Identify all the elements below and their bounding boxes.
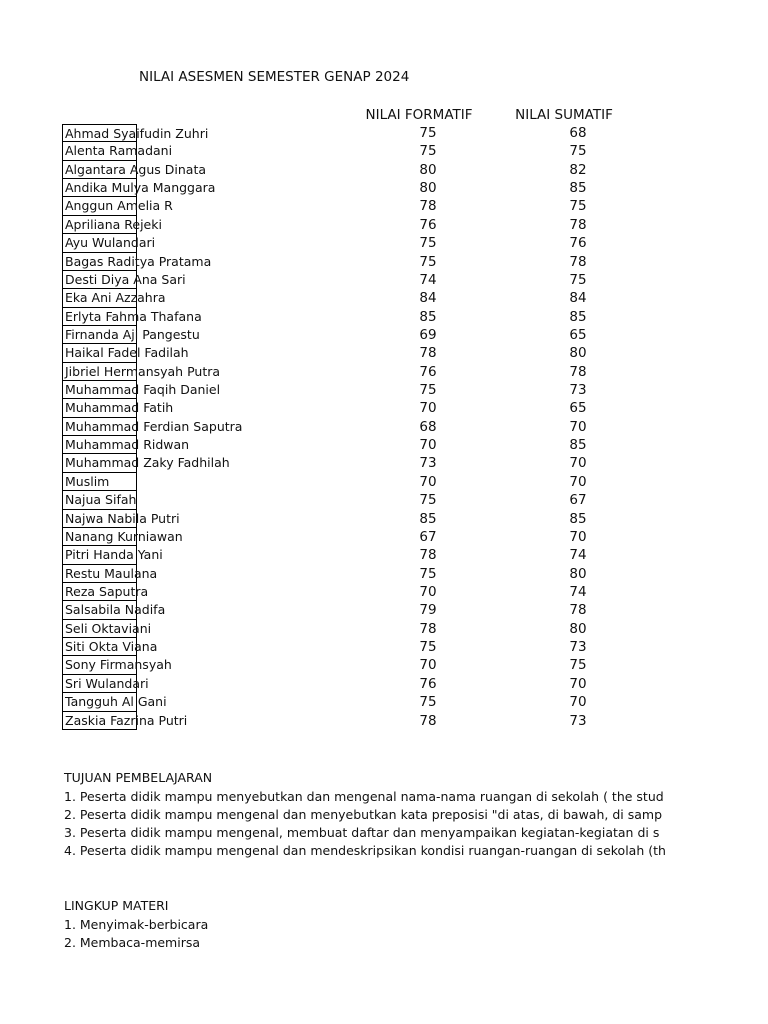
nilai-sumatif-cell: 75 [569,198,587,215]
nilai-formatif-cell: 75 [419,143,437,160]
lingkup-item-2: 2. Membaca-memirsa [64,935,201,950]
nilai-sumatif-cell: 73 [569,382,587,399]
table-row [0,179,768,197]
lingkup-heading: LINGKUP MATERI [64,898,169,913]
nilai-sumatif-cell: 70 [569,694,587,711]
nilai-formatif-cell: 75 [419,694,437,711]
nilai-sumatif-cell: 78 [569,216,587,233]
nilai-formatif-cell: 69 [419,326,437,343]
student-name-cell: Najwa Nabila Putri [62,510,137,528]
student-name-cell: Alenta Ramadani [62,142,137,160]
table-row [0,473,768,491]
student-name-cell: Haikal Fadel Fadilah [62,344,137,362]
table-row [0,656,768,674]
nilai-formatif-cell: 80 [419,161,437,178]
nilai-formatif-cell: 75 [419,492,437,509]
tujuan-heading: TUJUAN PEMBELAJARAN [64,770,213,785]
nilai-formatif-cell: 67 [419,528,437,545]
student-name-cell: Jibriel Hermansyah Putra [62,363,137,381]
student-name-cell: Muhammad Ridwan [62,436,137,454]
nilai-formatif-cell: 75 [419,253,437,270]
nilai-sumatif-cell: 74 [569,547,587,564]
student-name-cell: Desti Diya Ana Sari [62,271,137,289]
table-row [0,565,768,583]
nilai-formatif-cell: 79 [419,602,437,619]
nilai-sumatif-cell: 70 [569,528,587,545]
nilai-formatif-cell: 68 [419,418,437,435]
nilai-sumatif-cell: 75 [569,271,587,288]
table-row [0,638,768,656]
nilai-sumatif-cell: 78 [569,602,587,619]
nilai-sumatif-cell: 80 [569,620,587,637]
nilai-sumatif-cell: 82 [569,161,587,178]
nilai-sumatif-cell: 70 [569,675,587,692]
table-row [0,381,768,399]
nilai-sumatif-cell: 74 [569,584,587,600]
table-row [0,418,768,436]
nilai-sumatif-cell: 80 [569,345,587,362]
table-row [0,491,768,509]
nilai-formatif-cell: 85 [419,308,437,325]
student-name-cell: Muhammad Faqih Daniel [62,381,137,399]
student-name-cell: Erlyta Fahma Thafana [62,308,137,326]
table-row [0,546,768,564]
student-name-cell: Tangguh Al Gani [62,693,137,711]
tujuan-item-4: 4. Peserta didik mampu mengenal dan mendeskripsikan kondisi ruangan-ruangan di sekolah (th [64,843,666,858]
tujuan-item-3: 3. Peserta didik mampu mengenal, membuat daftar dan menyampaikan kegiatan-kegiatan di s [64,825,660,840]
header-nilai-sumatif: NILAI SUMATIF [515,107,613,123]
student-name-cell: Muhammad Zaky Fadhilah [62,454,137,472]
nilai-sumatif-cell: 70 [569,455,587,472]
student-name-cell: Ayu Wulandari [62,234,137,252]
student-name-cell: Salsabila Nadifa [62,601,137,619]
nilai-sumatif-cell: 68 [569,125,587,141]
nilai-sumatif-cell: 70 [569,418,587,435]
table-row [0,601,768,619]
table-row [0,510,768,528]
table-row [0,308,768,326]
table-row [0,693,768,711]
nilai-sumatif-cell: 85 [569,510,587,527]
nilai-formatif-cell: 75 [419,565,437,582]
nilai-formatif-cell: 78 [419,345,437,362]
nilai-formatif-cell: 75 [419,639,437,656]
table-row [0,289,768,307]
nilai-sumatif-cell: 67 [569,492,587,509]
nilai-sumatif-cell: 73 [569,639,587,656]
table-row [0,620,768,638]
nilai-formatif-cell: 76 [419,675,437,692]
nilai-formatif-cell: 78 [419,712,437,729]
nilai-formatif-cell: 75 [419,125,437,141]
nilai-formatif-cell: 85 [419,510,437,527]
student-name-cell: Pitri Handa Yani [62,546,137,564]
table-row [0,161,768,179]
nilai-sumatif-cell: 73 [569,712,587,729]
student-name-cell: Reza Saputra [62,583,137,601]
student-name-cell: Anggun Amelia R [62,197,137,215]
nilai-formatif-cell: 70 [419,473,437,490]
table-row [0,712,768,730]
nilai-sumatif-cell: 78 [569,363,587,380]
header-nilai-formatif: NILAI FORMATIF [365,107,473,123]
table-row [0,454,768,472]
table-row [0,675,768,693]
student-name-cell: Zaskia Fazrina Putri [62,712,137,730]
student-name-cell: Ahmad Syaifudin Zuhri [62,124,137,142]
page-title: NILAI ASESMEN SEMESTER GENAP 2024 [139,69,410,85]
student-name-cell: Algantara Agus Dinata [62,161,137,179]
table-row [0,399,768,417]
student-name-cell: Firnanda Aji Pangestu [62,326,137,344]
nilai-formatif-cell: 78 [419,198,437,215]
nilai-formatif-cell: 73 [419,455,437,472]
table-row [0,271,768,289]
nilai-sumatif-cell: 76 [569,235,587,252]
nilai-formatif-cell: 78 [419,620,437,637]
student-name-cell: Muhammad Ferdian Saputra [62,418,137,436]
table-row [0,436,768,454]
nilai-formatif-cell: 75 [419,235,437,252]
table-row [0,197,768,215]
nilai-formatif-cell: 70 [419,400,437,417]
nilai-sumatif-cell: 65 [569,326,587,343]
nilai-sumatif-cell: 85 [569,437,587,454]
nilai-formatif-cell: 80 [419,180,437,197]
table-row [0,142,768,160]
student-name-cell: Najua Sifah [62,491,137,509]
table-row [0,326,768,344]
student-name-cell: Sri Wulandari [62,675,137,693]
tujuan-item-2: 2. Peserta didik mampu mengenal dan menyebutkan kata preposisi "di atas, di bawah, di samp [64,807,663,822]
table-row [0,363,768,381]
nilai-formatif-cell: 70 [419,584,437,600]
nilai-formatif-cell: 70 [419,437,437,454]
nilai-sumatif-cell: 84 [569,290,587,307]
table-row [0,124,768,142]
tujuan-item-1: 1. Peserta didik mampu menyebutkan dan mengenal nama-nama ruangan di sekolah ( the stud [64,789,664,804]
nilai-formatif-cell: 74 [419,271,437,288]
nilai-sumatif-cell: 85 [569,180,587,197]
student-name-cell: Muslim [62,473,137,491]
student-name-cell: Sony Firmansyah [62,656,137,674]
nilai-sumatif-cell: 78 [569,253,587,270]
student-name-cell: Restu Maulana [62,565,137,583]
table-row [0,216,768,234]
nilai-sumatif-cell: 70 [569,473,587,490]
nilai-formatif-cell: 76 [419,216,437,233]
student-name-cell: Andika Mulya Manggara [62,179,137,197]
student-name-cell: Seli Oktaviani [62,620,137,638]
nilai-sumatif-cell: 75 [569,143,587,160]
student-name-cell: Eka Ani Azzahra [62,289,137,307]
nilai-formatif-cell: 70 [419,657,437,674]
student-name-cell: Bagas Raditya Pratama [62,253,137,271]
nilai-sumatif-cell: 85 [569,308,587,325]
nilai-formatif-cell: 84 [419,290,437,307]
student-name-cell: Apriliana Rejeki [62,216,137,234]
nilai-formatif-cell: 75 [419,382,437,399]
table-row [0,234,768,252]
nilai-formatif-cell: 78 [419,547,437,564]
nilai-sumatif-cell: 65 [569,400,587,417]
nilai-sumatif-cell: 75 [569,657,587,674]
student-name-cell: Nanang Kurniawan [62,528,137,546]
table-row [0,253,768,271]
nilai-formatif-cell: 76 [419,363,437,380]
student-name-cell: Muhammad Fatih [62,399,137,417]
nilai-sumatif-cell: 80 [569,565,587,582]
table-row [0,583,768,601]
student-name-cell: Siti Okta Viana [62,638,137,656]
table-row [0,344,768,362]
table-row [0,528,768,546]
lingkup-item-1: 1. Menyimak-berbicara [64,917,209,932]
